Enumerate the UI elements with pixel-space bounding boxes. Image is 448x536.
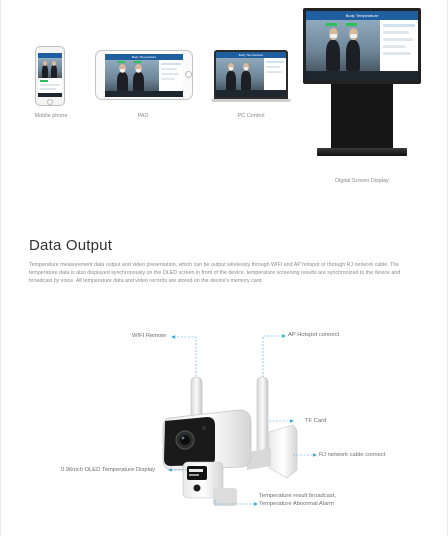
section-description: Temperature measurement data output and video presentation, which can be output wirelessly through WIFI and AP hotspot or through RJ network cable. The temperature data is also displayed synchronously on the OLED screen in front of the device, temperature screening results are synchronized to the device and broadcast by voice. All temperature data and video records are stored on the device's memory card	[29, 262, 401, 284]
callout-rj-network: RJ network cable connect	[319, 452, 386, 458]
callout-tf-card: TF Card	[305, 418, 327, 424]
caption-mobile-phone: Mobile phone	[34, 113, 68, 119]
callout-broadcast-line2: Temperature Abnormal Alarm	[259, 501, 335, 507]
callout-wifi-remote: WIFI Remote	[132, 333, 167, 339]
callout-broadcast-line1: Temperature result broadcast,	[259, 493, 337, 499]
kiosk-screen: Body Temperature	[306, 11, 418, 81]
section-title: Data Output	[29, 237, 113, 254]
caption-digital-screen: Digital Screen Display	[335, 178, 389, 184]
caption-pc-control: PC Control	[237, 113, 265, 119]
callout-oled-display: 0.96inch OLED Temperature Display	[61, 467, 155, 473]
oled-module	[183, 462, 237, 506]
antenna-right	[257, 377, 268, 461]
pad-screen: Body Temperature	[105, 54, 183, 97]
caption-pad: PAD	[137, 113, 149, 119]
wall-mount	[247, 425, 297, 478]
camera-housing	[163, 410, 251, 470]
callout-ap-hotspot: AP Hotspot connect	[288, 332, 340, 338]
pc-screen: Body Temperature	[216, 52, 286, 97]
